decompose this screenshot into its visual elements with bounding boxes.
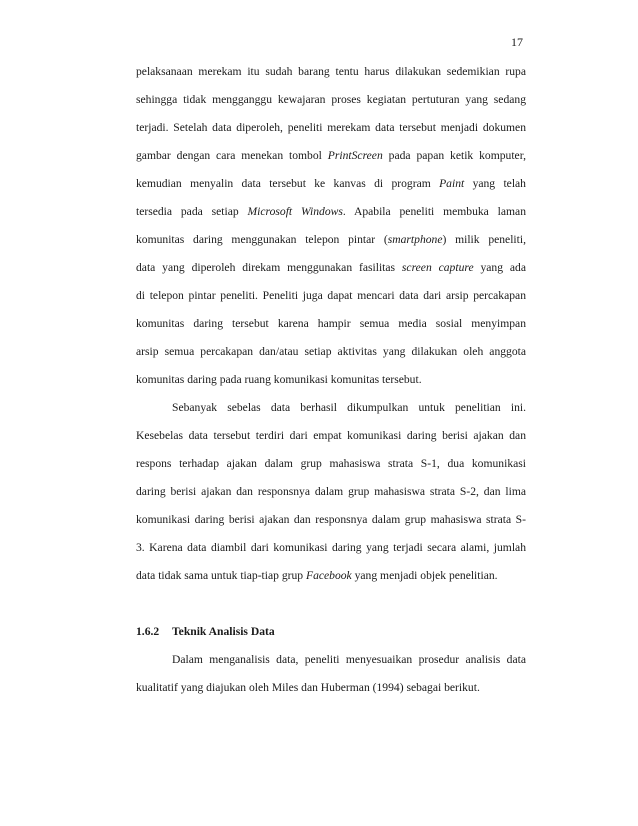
text-line: komunitas daring menggunakan telepon pintar (smartphone) milik peneliti,: [136, 233, 526, 246]
text-line: data tidak sama untuk tiap-tiap grup Facebook yang menjadi objek penelitian.: [136, 569, 498, 582]
text-line: terjadi. Setelah data diperoleh, peneliti merekam data tersebut menjadi dokumen: [136, 121, 526, 134]
text-line: pelaksanaan merekam itu sudah barang tentu harus dilakukan sedemikian rupa: [136, 65, 526, 78]
text-line: sehingga tidak mengganggu kewajaran proses kegiatan pertuturan yang sedang: [136, 93, 526, 106]
text-line: gambar dengan cara menekan tombol PrintScreen pada papan ketik komputer,: [136, 149, 527, 162]
text-line: respons terhadap ajakan dalam grup mahasiswa strata S-1, dua komunikasi: [136, 457, 526, 470]
text-line: Dalam menganalisis data, peneliti menyesuaikan prosedur analisis data: [172, 653, 526, 666]
text-line: daring berisi ajakan dan responsnya dalam grup mahasiswa strata S-2, dan lima: [136, 485, 526, 498]
text-line: arsip semua percakapan dan/atau setiap aktivitas yang dilakukan oleh anggota: [136, 345, 526, 358]
section-title: Teknik Analisis Data: [172, 625, 275, 638]
text-line: komunikasi daring berisi ajakan dan responsnya dalam grup mahasiswa strata S-: [136, 513, 526, 526]
text-line: Sebanyak sebelas data berhasil dikumpulkan untuk penelitian ini.: [172, 401, 526, 414]
section-number: 1.6.2: [136, 625, 160, 638]
section-heading: [136, 625, 275, 638]
text-line: kemudian menyalin data tersebut ke kanvas di program Paint yang telah: [136, 177, 526, 190]
text-line: data yang diperoleh direkam menggunakan fasilitas screen capture yang ada: [136, 261, 526, 274]
text-line: komunitas daring tersebut karena hampir semua media sosial menyimpan: [136, 317, 526, 330]
text-line: Kesebelas data tersebut terdiri dari empat komunikasi daring berisi ajakan dan: [136, 429, 526, 442]
text-line: tersedia pada setiap Microsoft Windows. Apabila peneliti membuka laman: [136, 205, 526, 218]
text-line: 3. Karena data diambil dari komunikasi daring yang terjadi secara alami, jumlah: [136, 541, 526, 554]
page-number: 17: [511, 35, 523, 49]
text-line: kualitatif yang diajukan oleh Miles dan Huberman (1994) sebagai berikut.: [136, 681, 480, 694]
text-line: di telepon pintar peneliti. Peneliti juga dapat mencari data dari arsip percakapan: [136, 289, 526, 302]
text-line: komunitas daring pada ruang komunikasi komunitas tersebut.: [136, 373, 422, 386]
